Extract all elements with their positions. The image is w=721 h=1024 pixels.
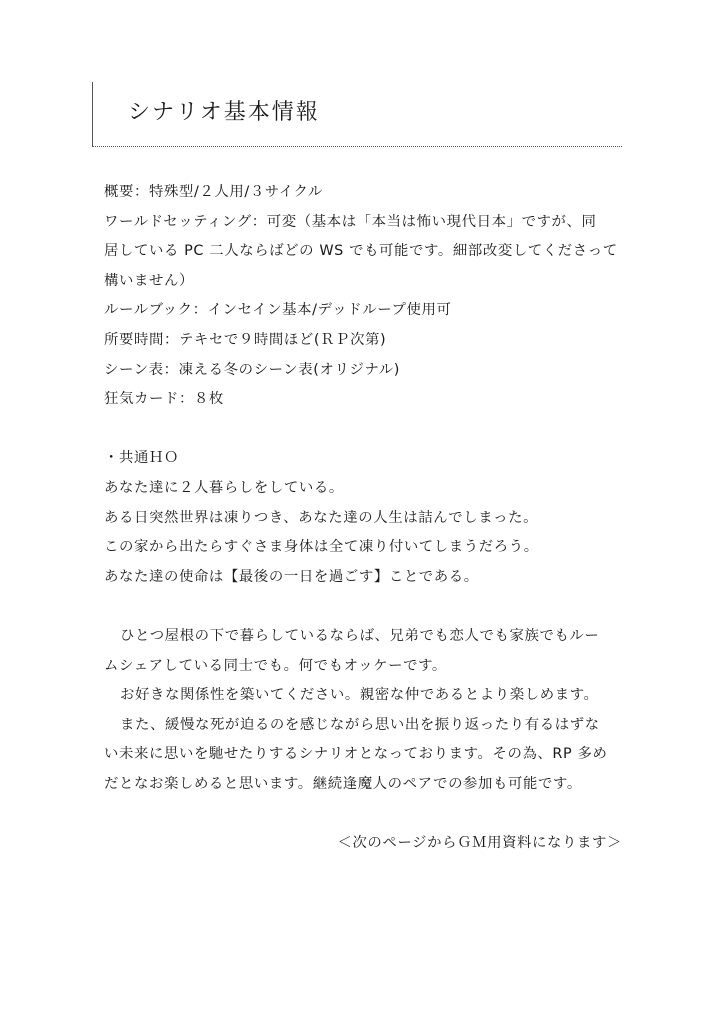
description-line: ひとつ屋根の下で暮らしているならば、兄弟でも恋人でも家族でもルー bbox=[120, 627, 600, 644]
overview-line: 狂気カード：８枚 bbox=[104, 391, 224, 408]
title-vertical-rule bbox=[92, 82, 93, 146]
overview-line: ワールドセッティング：可変（基本は「本当は怖い現代日本」ですが、同 bbox=[104, 213, 597, 230]
paragraph-gap bbox=[104, 799, 624, 829]
description-line: い未来に思いを馳せたりするシナリオとなっております。その為、RP 多め bbox=[104, 746, 608, 763]
paragraph-gap bbox=[104, 415, 624, 445]
next-page-note: ＜次のページからＧＭ用資料になります＞ bbox=[337, 835, 622, 852]
ho-line: あなた達の使命は【最後の一日を過ごす】ことである。 bbox=[104, 568, 479, 585]
ho-line: この家から出たらすぐさま身体は全て凍り付いてしまうだろう。 bbox=[104, 539, 539, 556]
title-dotted-rule bbox=[92, 146, 622, 147]
description-line: お好きな関係性を築いてください。親密な仲であるとより楽しめます。 bbox=[120, 687, 599, 704]
ho-line: ある日突然世界は凍りつき、あなた達の人生は詰んでしまった。 bbox=[104, 509, 539, 526]
paragraph-gap bbox=[104, 592, 624, 622]
overview-line: 概要：特殊型/２人用/３サイクル bbox=[104, 184, 324, 200]
overview-line: 所要時間：テキセで９時間ほど(ＲＰ次第) bbox=[104, 331, 387, 348]
overview-line: シーン表：凍える冬のシーン表(オリジナル) bbox=[104, 361, 400, 378]
overview-section bbox=[104, 178, 624, 415]
ho-line: あなた達に２人暮らしをしている。 bbox=[104, 479, 344, 496]
description-line: だとなお楽しめると思います。継続逢魔人のペアでの参加も可能です。 bbox=[104, 775, 582, 792]
overview-line: 構いません） bbox=[104, 272, 194, 289]
ho-heading: ・共通ＨＯ bbox=[104, 450, 179, 467]
overview-line: ルールブック：インセイン基本/デッドループ使用可 bbox=[104, 302, 452, 319]
overview-line: 居している PC 二人ならばどの WS でも可能です。細部改変してくださって bbox=[104, 243, 618, 260]
title-block bbox=[92, 82, 622, 146]
description-line: ムシェアしている同士でも。何でもオッケーです。 bbox=[104, 657, 447, 674]
ho-section bbox=[104, 444, 624, 592]
page-title: シナリオ基本情報 bbox=[128, 100, 320, 125]
document-body bbox=[104, 178, 624, 859]
description-line: また、緩慢な死が迫るのを感じながら思い出を振り返ったり有るはずな bbox=[120, 716, 600, 733]
description-section bbox=[104, 622, 624, 800]
